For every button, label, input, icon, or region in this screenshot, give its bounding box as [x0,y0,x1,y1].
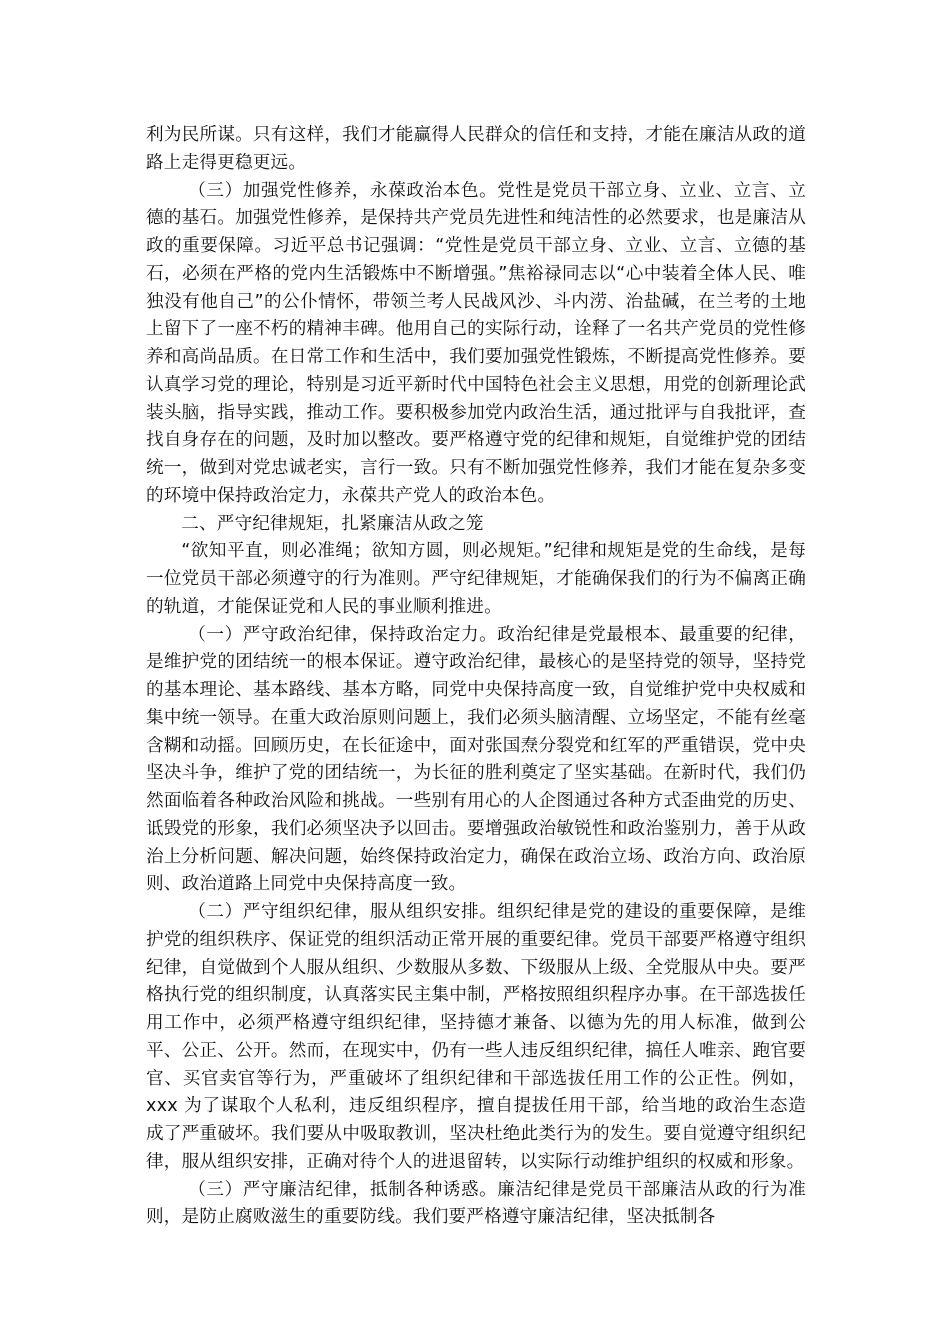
paragraph-discipline-intro: “欲知平直，则必准绳；欲知方圆，则必规矩。”纪律和规矩是党的生命线，是每一位党员干部必须遵守的行为准则。严守纪律规矩，才能确保我们的行为不偏离正确的轨道，才能保证党和人民的事业顺利推进。 [146,541,806,617]
section-heading-discipline: 二、严守纪律规矩，扎紧廉洁从政之笼 [181,513,484,534]
paragraph-political-discipline: （一）严守政治纪律，保持政治定力。政治纪律是党最根本、最重要的纪律，是维护党的团结统一的根本保证。遵守政治纪律，最核心的是坚持党的领导，坚持党的基本理论、基本路线、基本方略，同党中央保持高度一致，自觉维护党中央权威和集中统一领导。在重大政治原则问题上，我们必须头脑清醒、立场坚定，不能有丝毫含糊和动摇。回顾历史，在长征途中，面对张国焘分裂党和红军的严重错误，党中央坚决斗争，维护了党的团结统一，为长征的胜利奠定了坚实基础。在新时代，我们仍然面临着各种政治风险和挑战。一些别有用心的人企图通过各种方式歪曲党的历史、诋毁党的形象，我们必须坚决予以回击。要增强政治敏锐性和政治鉴别力，善于从政治上分析问题、解决问题，始终保持政治定力，确保在政治立场、政治方向、政治原则、政治道路上同党中央保持高度一致。 [146,624,806,895]
paragraph-continuation: 利为民所谋。只有这样，我们才能赢得人民群众的信任和支持，才能在廉洁从政的道路上走得更稳更远。 [146,125,806,173]
paragraph-party-spirit: （三）加强党性修养，永葆政治本色。党性是党员干部立身、立业、立言、立德的基石。加强党性修养，是保持共产党员先进性和纯洁性的必然要求，也是廉洁从政的重要保障。习近平总书记强调：“党性是党员干部立身、立业、立言、立德的基石，必须在严格的党内生活锻炼中不断增强。”焦裕禄同志以“心中装着全体人民、唯独没有他自己”的公仆情怀，带领兰考人民战风沙、斗内涝、治盐碱，在兰考的土地上留下了一座不朽的精神丰碑。他用自己的实际行动，诠释了一名共产党员的党性修养和高尚品质。在日常工作和生活中，我们要加强党性锻炼，不断提高党性修养。要认真学习党的理论，特别是习近平新时代中国特色社会主义思想，用党的创新理论武装头脑，指导实践，推动工作。要积极参加党内政治生活，通过批评与自我批评，查找自身存在的问题，及时加以整改。要严格遵守党的纪律和规矩，自觉维护党的团结统一，做到对党忠诚老实，言行一致。只有不断加强党性修养，我们才能在复杂多变的环境中保持政治定力，永葆共产党人的政治本色。 [146,180,806,506]
document-page [146,122,806,1232]
paragraph-organizational-discipline: （二）严守组织纪律，服从组织安排。组织纪律是党的建设的重要保障，是维护党的组织秩序、保证党的组织活动正常开展的重要纪律。党员干部要严格遵守组织纪律，自觉做到个人服从组织、少数服从多数、下级服从上级、全党服从中央。要严格执行党的组织制度，认真落实民主集中制，严格按照组织程序办事。在干部选拔任用工作中，必须严格遵守组织纪律，坚持德才兼备、以德为先的用人标准，做到公平、公正、公开。然而，在现实中，仍有一些人违反组织纪律，搞任人唯亲、跑官要官、买官卖官等行为，严重破坏了组织纪律和干部选拔任用工作的公正性。例如，xxx 为了谋取个人私利，违反组织程序，擅自提拔任用干部，给当地的政治生态造成了严重破坏。我们要从中吸取教训，坚决杜绝此类行为的发生。要自觉遵守组织纪律，服从组织安排，正确对待个人的进退留转，以实际行动维护组织的权威和形象。 [146,902,806,1172]
paragraph-integrity-discipline: （三）严守廉洁纪律，抵制各种诱惑。廉洁纪律是党员干部廉洁从政的行为准则，是防止腐败滋生的重要防线。我们要严格遵守廉洁纪律，坚决抵制各 [146,1179,806,1228]
